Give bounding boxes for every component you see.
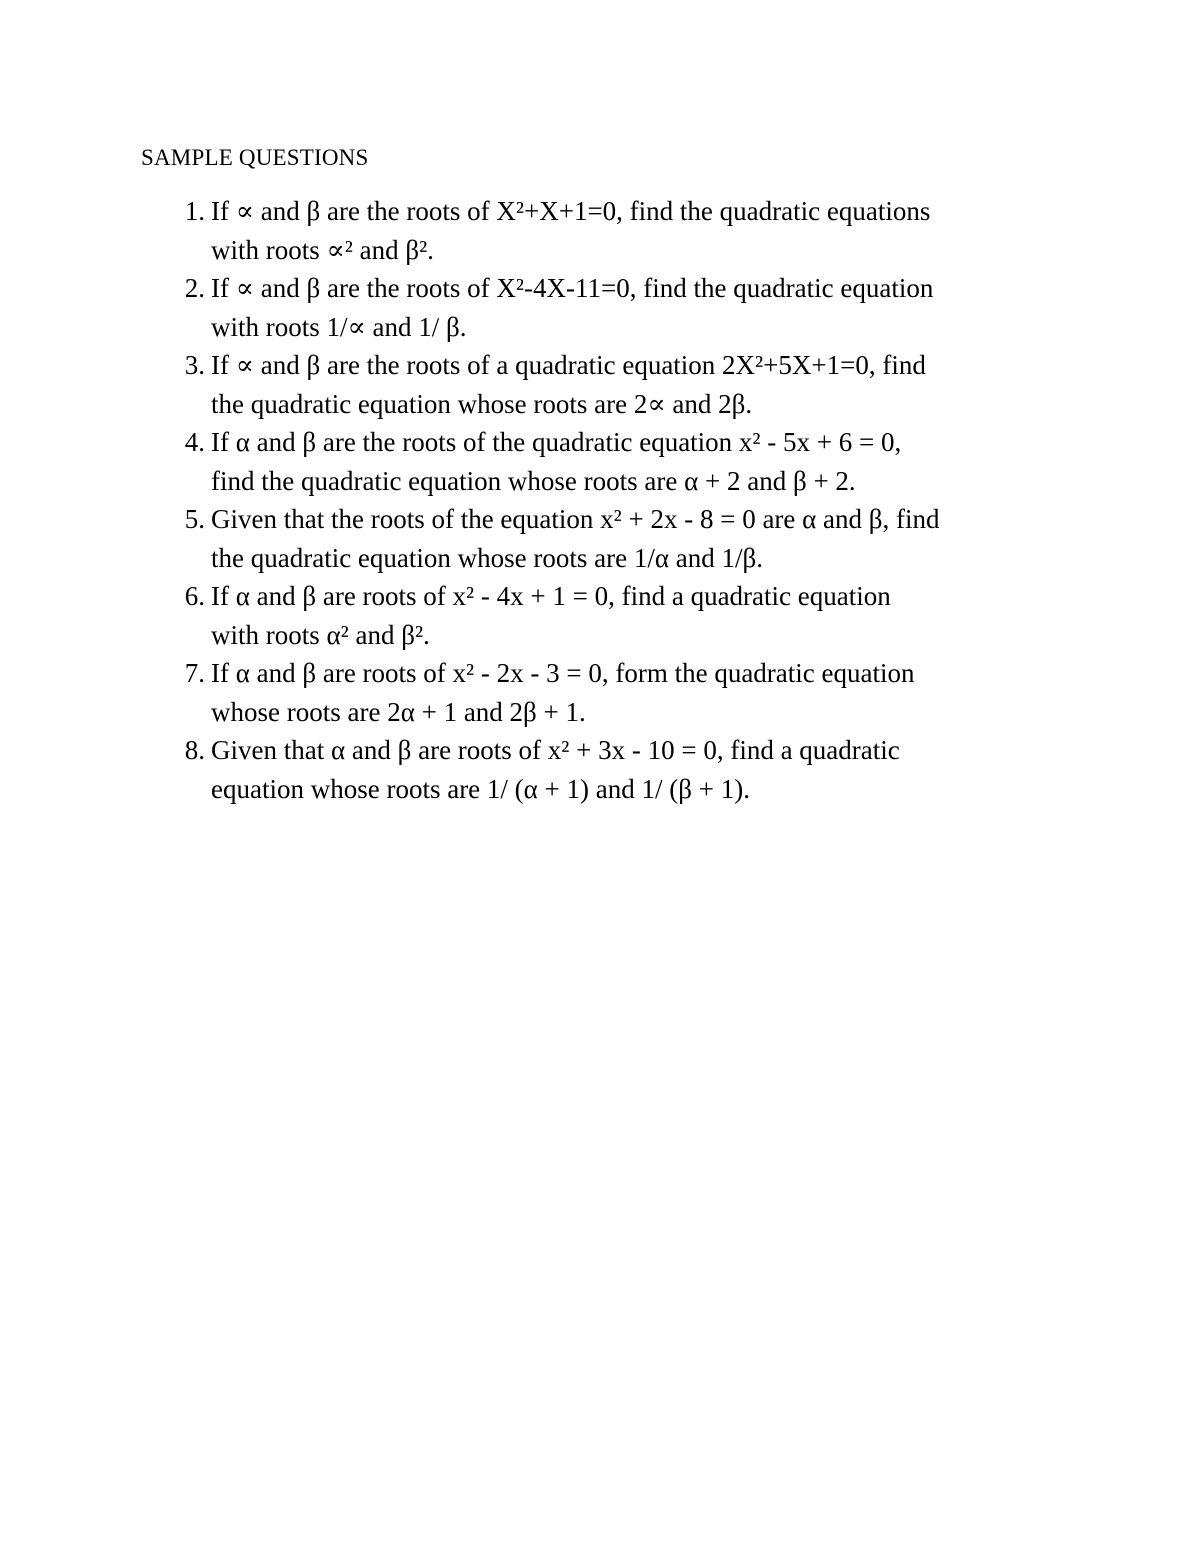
question-number: 4.	[184, 427, 205, 457]
question-text-line: equation whose roots are 1/ (α + 1) and 1/ (β + 1).	[211, 773, 750, 804]
question-item	[184, 500, 1091, 577]
question-text-line: the quadratic equation whose roots are 2∝ and 2β.	[211, 388, 753, 419]
question-text-line: If ∝ and β are the roots of X²+X+1=0, find the quadratic equations	[211, 196, 931, 226]
question-item	[184, 269, 1091, 346]
question-text-line: find the quadratic equation whose roots are α + 2 and β + 2.	[211, 465, 856, 496]
question-text-line: Given that α and β are roots of x² + 3x - 10 = 0, find a quadratic	[211, 735, 900, 765]
question-number: 1.	[184, 196, 205, 226]
question-text-line: If α and β are the roots of the quadratic equation x² - 5x + 6 = 0,	[211, 427, 902, 457]
question-number: 6.	[184, 581, 205, 611]
question-text-line: with roots α² and β².	[211, 619, 430, 650]
question-text-line: with roots ∝² and β².	[211, 234, 434, 265]
question-number: 8.	[184, 735, 205, 765]
question-item	[184, 731, 1091, 808]
question-text-line: the quadratic equation whose roots are 1/α and 1/β.	[211, 542, 763, 573]
question-number: 5.	[184, 504, 205, 534]
question-text-line: If ∝ and β are the roots of a quadratic equation 2X²+5X+1=0, find	[211, 350, 926, 380]
page-heading: SAMPLE QUESTIONS	[141, 145, 369, 170]
question-text-line: If α and β are roots of x² - 2x - 3 = 0, form the quadratic equation	[211, 658, 915, 688]
question-text-line: whose roots are 2α + 1 and 2β + 1.	[211, 696, 586, 727]
question-number: 3.	[184, 350, 205, 380]
question-item	[184, 192, 1091, 269]
question-list	[184, 192, 1091, 808]
question-text-line: Given that the roots of the equation x² + 2x - 8 = 0 are α and β, find	[211, 504, 940, 534]
question-item	[184, 577, 1091, 654]
question-number: 2.	[184, 273, 205, 303]
question-text-line: with roots 1/∝ and 1/ β.	[211, 311, 467, 342]
question-number: 7.	[184, 658, 205, 688]
question-text-line: If ∝ and β are the roots of X²-4X-11=0, find the quadratic equation	[211, 273, 934, 303]
question-item	[184, 654, 1091, 731]
question-text-line: If α and β are roots of x² - 4x + 1 = 0, find a quadratic equation	[211, 581, 891, 611]
question-item	[184, 423, 1091, 500]
question-item	[184, 346, 1091, 423]
